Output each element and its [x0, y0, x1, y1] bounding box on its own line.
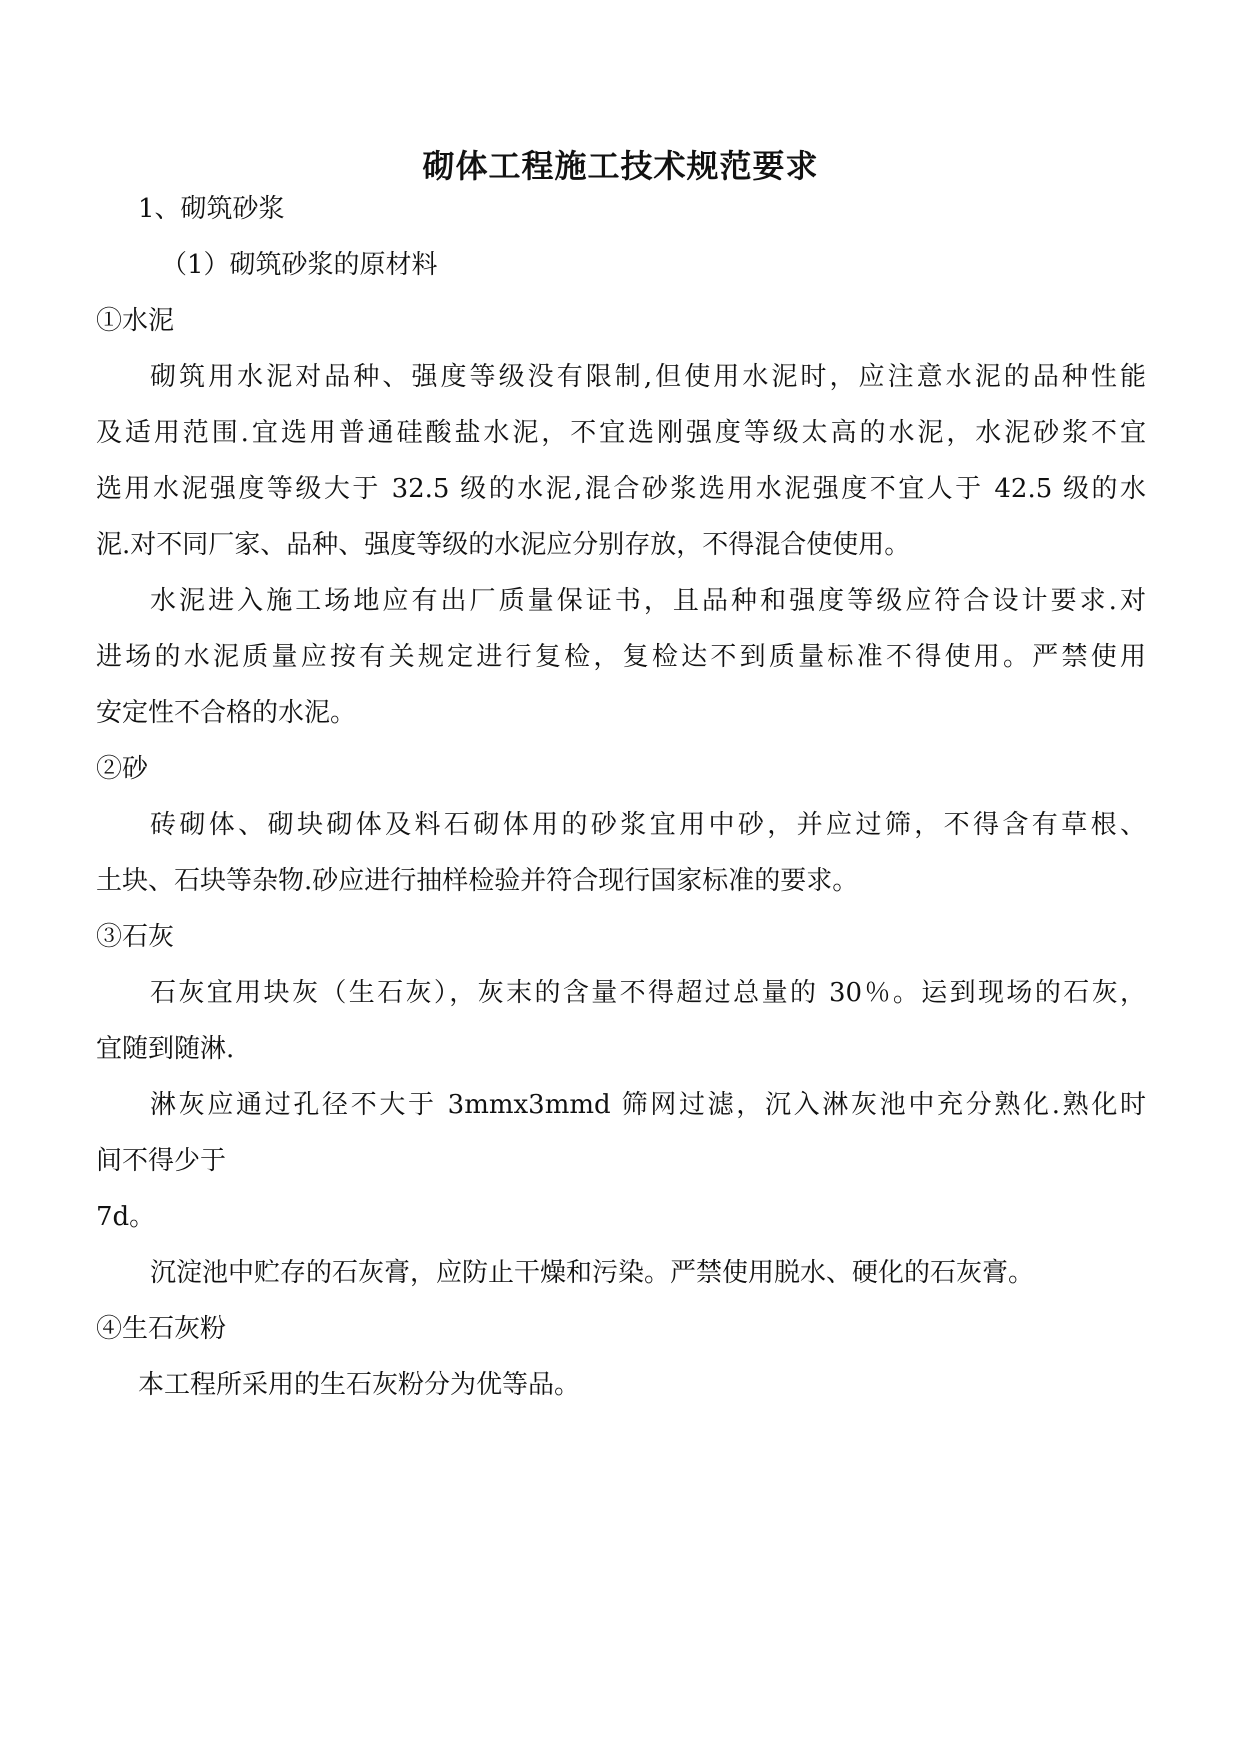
lime-p2-line-2: 间不得少于	[96, 1146, 227, 1176]
lime-p1-line-1: 石灰宜用块灰（生石灰），灰末的含量不得超过总量的 30％。运到现场的石灰，	[150, 978, 1146, 1008]
lime-p1-line-2: 宜随到随淋.	[96, 1034, 235, 1064]
cement-p2-line-1: 水泥进入施工场地应有出厂质量保证书，且品种和强度等级应符合设计要求.对	[150, 586, 1146, 616]
cement-heading: ①水泥	[96, 306, 175, 336]
sand-heading: ②砂	[96, 754, 149, 784]
lime-p3-line-1: 沉淀池中贮存的石灰膏，应防止干燥和污染。严禁使用脱水、硬化的石灰膏。	[150, 1258, 1035, 1288]
cement-p1-line-4: 泥.对不同厂家、品种、强度等级的水泥应分别存放，不得混合使使用。	[96, 530, 911, 560]
cement-p2-line-2: 进场的水泥质量应按有关规定进行复检，复检达不到质量标准不得使用。严禁使用	[96, 642, 1146, 672]
cement-p1-line-3: 选用水泥强度等级大于 32.5 级的水泥,混合砂浆选用水泥强度不宜人于 42.5 级的水	[96, 474, 1146, 504]
lime-p2-line-1: 淋灰应通过孔径不大于 3mmx3mmd 筛网过滤，沉入淋灰池中充分熟化.熟化时	[150, 1090, 1146, 1120]
sand-p1-line-1: 砖砌体、砌块砌体及料石砌体用的砂浆宜用中砂，并应过筛，不得含有草根、	[150, 810, 1146, 840]
sand-p1-line-2: 土块、石块等杂物.砂应进行抽样检验并符合现行国家标准的要求。	[96, 866, 859, 896]
quicklime-powder-p1-line-1: 本工程所采用的生石灰粉分为优等品。	[138, 1370, 581, 1400]
subsection-heading-1-1: （1）砌筑砂浆的原材料	[161, 250, 438, 280]
cement-p1-line-1: 砌筑用水泥对品种、强度等级没有限制,但使用水泥时，应注意水泥的品种性能	[150, 362, 1146, 392]
section-heading-1: 1、砌筑砂浆	[138, 194, 285, 224]
quicklime-powder-heading: ④生石灰粉	[96, 1314, 227, 1344]
cement-p2-line-3: 安定性不合格的水泥。	[96, 698, 357, 728]
document-title: 砌体工程施工技术规范要求	[422, 147, 819, 185]
cement-p1-line-2: 及适用范围.宜选用普通硅酸盐水泥，不宜选刚强度等级太高的水泥，水泥砂浆不宜	[96, 418, 1146, 448]
lime-p2-line-3: 7d。	[96, 1202, 156, 1232]
lime-heading: ③石灰	[96, 922, 175, 952]
